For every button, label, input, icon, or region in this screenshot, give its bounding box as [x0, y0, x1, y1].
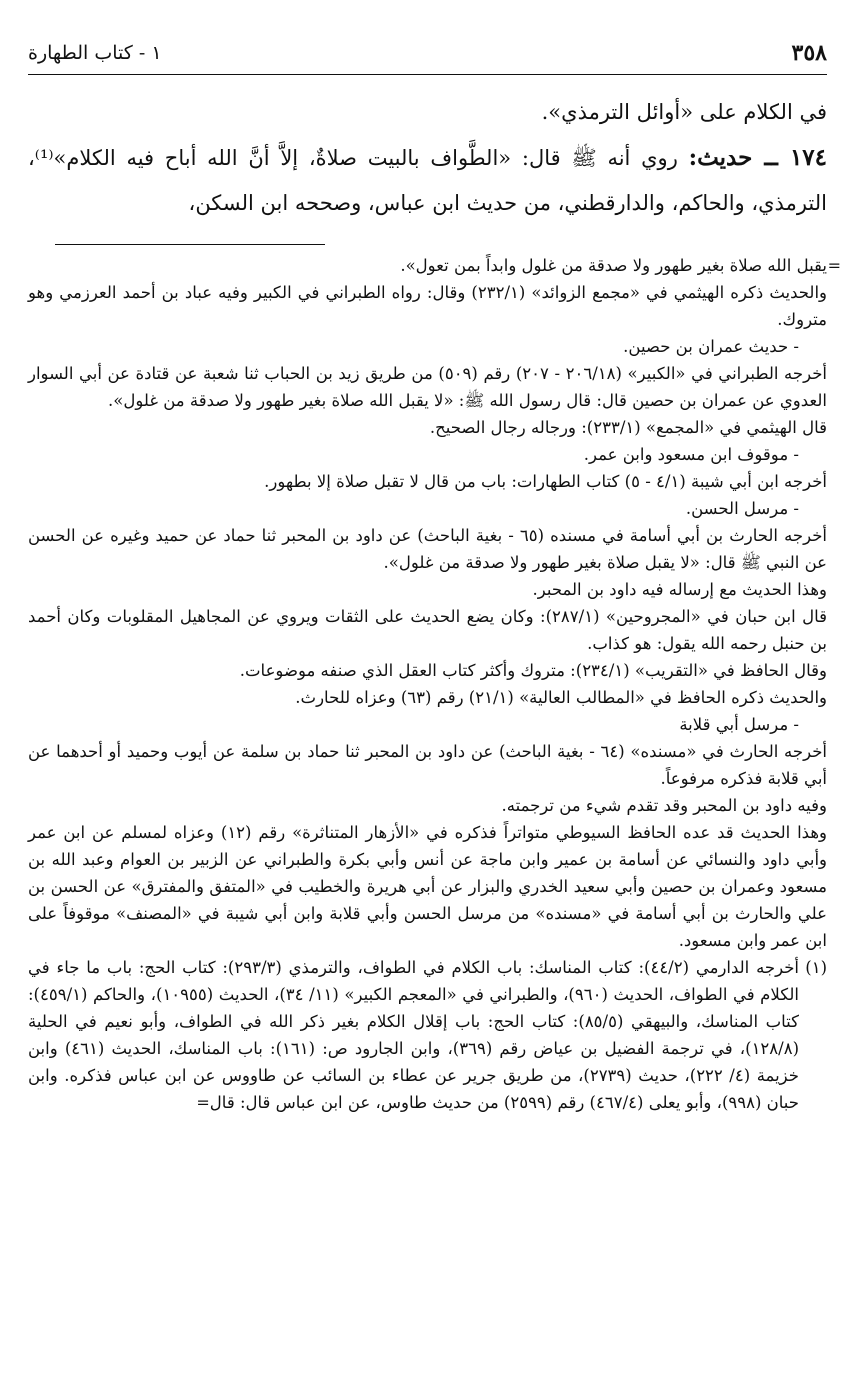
note-line: قال ابن حبان في «المجروحين» (٢٨٧/١): وكان يضع الحديث على الثقات ويروي عن المجاهيل المقلوبات وكان أحمد بن حنبل رحمه الله يقول: هو كذاب.	[28, 607, 827, 653]
hadith-label: ١٧٤ ــ حديث:	[688, 144, 827, 171]
note-line: وهذا الحديث مع إرساله فيه داود بن المحبر.	[532, 580, 827, 599]
main-line-1: في الكلام على «أوائل الترمذي».	[541, 100, 827, 124]
footnote-1	[28, 954, 827, 1116]
page-number: ٣٥٨	[791, 40, 827, 66]
continuation-mark: =	[827, 256, 841, 275]
note-line: - مرسل الحسن.	[685, 499, 799, 518]
note-line: والحديث ذكره الحافظ في «المطالب العالية» (٢١/١) رقم (٦٣) وعزاه للحارث.	[295, 688, 827, 707]
chapter-title: ١ - كتاب الطهارة	[28, 42, 162, 64]
running-header	[28, 38, 827, 75]
footnote-separator	[55, 244, 325, 245]
note-line: - حديث عمران بن حصين.	[623, 337, 799, 356]
main-text	[28, 90, 827, 226]
footnote-text: أخرجه الدارمي (٤٤/٢): كتاب المناسك: باب الكلام في الطواف، والترمذي (٢٩٣/٣): كتاب الحج: باب ما جاء في الكلام في الطواف، الحديث (٩٦٠)، والطبراني في «المعجم الكبير» (١١/ ٣٤)، الحديث (١٠٩٥٥)، والحاكم (٤٥٩/١): كتاب المناسك، والبيهقي (٨٥/٥): كتاب الحج: باب إقلال الكلام بغير ذكر الله في الطواف، وأبو نعيم في الحلية (١٢٨/٨)، في ترجمة الفضيل بن عياض رقم (٣٦٩)، وابن الجارود ص: (١٦١): باب المناسك، الحديث (٤٦١) وابن خزيمة (٤/ ٢٢٢)، حديث (٢٧٣٩)، من طريق جرير عن عطاء بن السائب عن طاووس عن ابن عباس فذكره. وابن حبان (٩٩٨)، وأبو يعلى (٤٦٧/٤) رقم (٢٥٩٩) من حديث طاوس، عن ابن عباس قال: قال	[28, 958, 800, 1112]
continuation-end-mark: =	[196, 1093, 210, 1112]
note-line: - مرسل أبي قلابة	[679, 715, 799, 734]
note-line: - موقوف ابن مسعود وابن عمر.	[583, 445, 799, 464]
hadith-text: روي أنه ﷺ قال: «الطَّواف بالبيت صلاةٌ، إلاَّ أنَّ الله أباح فيه الكلام»⁽¹⁾، الترمذي، والحاكم، والدارقطني، من حديث ابن عباس، وصححه ابن السكن،	[28, 146, 827, 215]
note-line: أخرجه الحارث في «مسنده» (٦٤ - بغية الباحث) عن داود بن المحبر ثنا حماد بن سلمة عن أيوب وحميد أو أحدهما عن أبي قلابة فذكره مرفوعاً.	[28, 742, 827, 788]
note-line: وهذا الحديث قد عده الحافظ السيوطي متواتراً فذكره في «الأزهار المتناثرة» رقم (١٢) وعزاه لمسلم عن ابن عمر وأبي داود والنسائي عن أسامة بن عمير وابن ماجة عن أنس وأبي بكرة والطبراني عن الزبير بن العوام وعبد الله بن مسعود وعمران بن حصين وأبي سعيد الخدري والبزار عن أبي هريرة والخطيب في «المتفق والمفترق» عن الحسن بن علي والحارث بن أبي أسامة في «مسنده» من مرسل الحسن وأبي قلابة وابن أبي شيبة في «المصنف» موقوفاً على ابن عمر وابن مسعود.	[28, 823, 827, 950]
note-line: أخرجه ابن أبي شيبة (٤/١ - ٥) كتاب الطهارات: باب من قال لا تقبل صلاة إلا بطهور.	[264, 472, 827, 491]
footnotes	[28, 252, 841, 1116]
note-line: وقال الحافظ في «التقريب» (٢٣٤/١): متروك وأكثر كتاب العقل الذي صنفه موضوعات.	[239, 661, 827, 680]
hadith-paragraph	[28, 135, 827, 226]
note-line: والحديث ذكره الهيثمي في «مجمع الزوائد» (٢٣٢/١) وقال: رواه الطبراني في الكبير وفيه عباد بن أحمد العرزمي وهو متروك.	[28, 283, 828, 329]
note-line: وفيه داود بن المحبر وقد تقدم شيء من ترجمته.	[501, 796, 827, 815]
footnote-number: (١)	[805, 958, 827, 977]
note-line: أخرجه الطبراني في «الكبير» (٢٠٦/١٨ - ٢٠٧) رقم (٥٠٩) من طريق زيد بن الحباب ثنا شعبة عن قتادة عن أبي السوار العدوي عن عمران بن حصين قال: قال رسول الله ﷺ: «لا يقبل الله صلاة بغير طهور ولا صدقة من غلول».	[28, 364, 827, 410]
note-line: أخرجه الحارث بن أبي أسامة في مسنده (٦٥ - بغية الباحث) عن داود بن المحبر ثنا حماد عن حميد وغيره عن الحسن عن النبي ﷺ قال: «لا يقبل صلاة بغير طهور ولا صدقة من غلول».	[28, 526, 828, 572]
note-line: يقبل الله صلاة بغير طهور ولا صدقة من غلول وابداً بمن تعول».	[400, 256, 827, 275]
note-line: قال الهيثمي في «المجمع» (٢٣٣/١): ورجاله رجال الصحيح.	[429, 418, 827, 437]
